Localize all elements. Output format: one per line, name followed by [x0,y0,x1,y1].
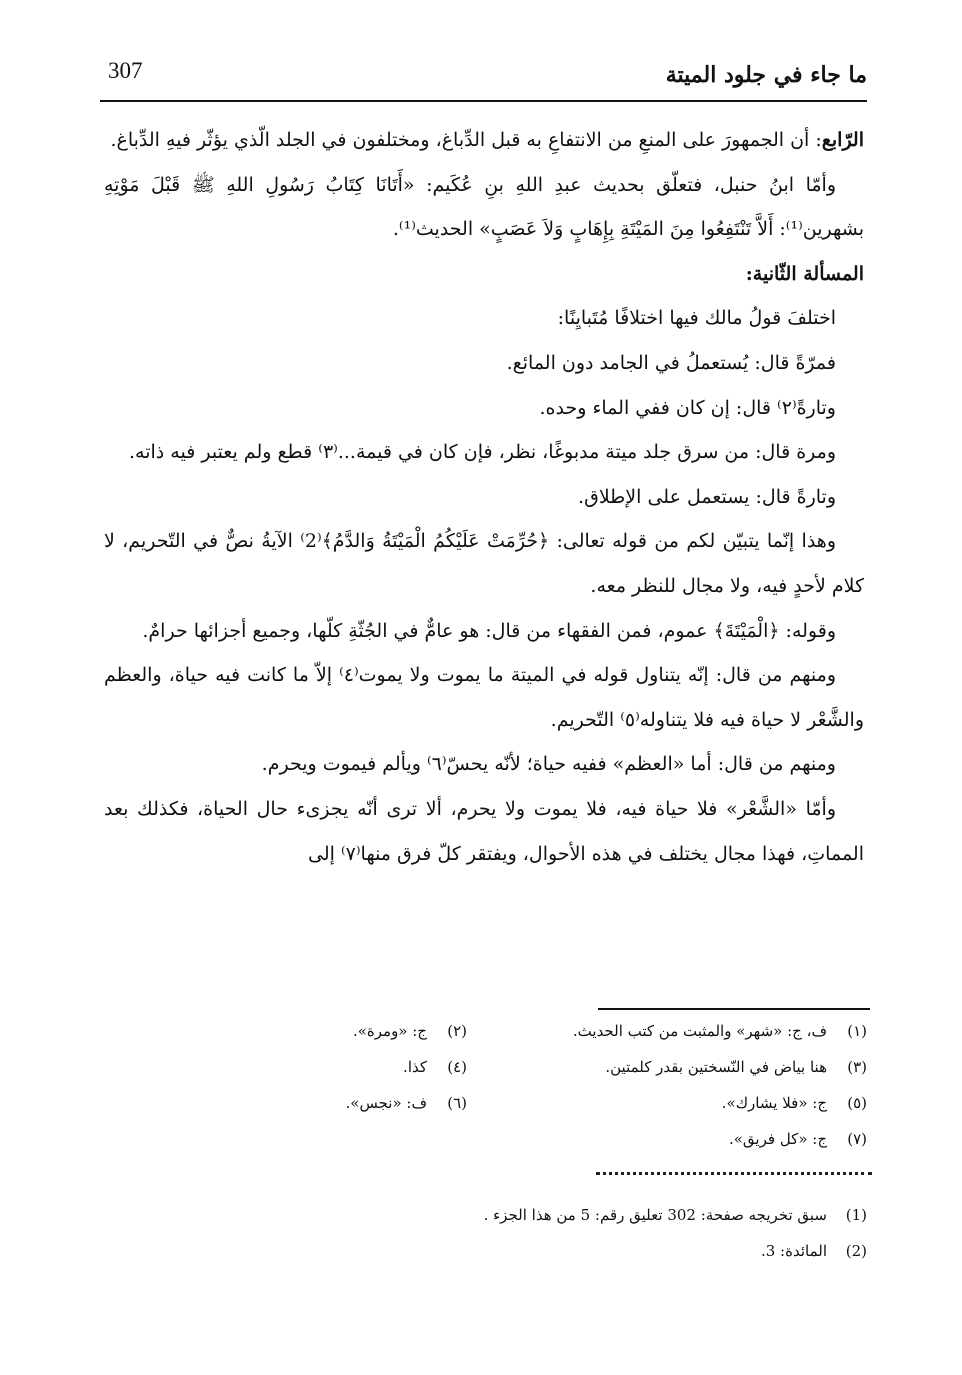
footnote-row [100,1094,867,1130]
paragraph-3: اختلفَ قولُ مالك فيها اختلافًا مُتَبايِنًا: [557,307,836,330]
section-heading: المسألة الثّانية: [745,262,864,285]
paragraph-12: وأمّا «الشَّعْر» فلا حياة فيه، فلا يموت ولا يحرم، ألا ترى أنّه يجزىء حال الحياة، فكذلك بعد المماتِ، فهذا مجال يختلف في هذه الأحوال، ويفتقر كلّ فرق منها⁽٧⁾ إلى [104,797,864,865]
editor-footnotes [484,1206,867,1278]
footnote-row [100,1130,867,1166]
footnote-number: (٦) [447,1094,467,1112]
editor-note-text: المائدة: 3. [760,1242,827,1260]
dotted-separator [596,1172,872,1175]
footnote-text: ج: «فلا يشارك». [721,1094,827,1112]
footnote-number: (٥) [847,1094,867,1112]
paragraph-1 [104,118,864,163]
main-text [104,118,864,876]
footnote-item [346,1094,467,1112]
manuscript-footnotes [100,1022,867,1166]
paragraph-10: ومنهم من قال: إنّه يتناول قوله في الميتة ما يموت ولا يموت⁽٤⁾ إلاّ ما كانت فيه حياة، والعظم والشَّعْر لا حياة فيه فلا يتناوله⁽٥⁾ التّحريم. [104,664,864,731]
paragraph-7: وتارةً قال: يستعمل على الإطلاق. [578,485,836,508]
footnote-row [100,1022,867,1058]
page-number: 307 [108,58,143,83]
footnote-number: (٢) [447,1022,467,1040]
paragraph-4: فمرّةً قال: يُستعملُ في الجامد دون المائع. [506,351,836,374]
footnote-item [722,1094,867,1112]
paragraph-5: وتارةً⁽٢⁾ قال: إن كان ففي الماء وحده. [539,396,836,419]
footnote-item [353,1022,467,1040]
editor-note-text: سبق تخريجه صفحة: 302 تعليق رقم: 5 من هذا الجزء . [483,1206,827,1224]
footnote-item [403,1058,467,1076]
page-header [100,48,867,102]
footnote-row [100,1058,867,1094]
footnote-number: (٧) [847,1130,867,1148]
footnote-text: كذا. [403,1058,427,1076]
footnote-number: (١) [847,1022,867,1040]
footnote-item [729,1130,867,1148]
footnote-text: ج: «ومرة». [352,1022,427,1040]
footnote-text: ج: «كل فريق». [728,1130,827,1148]
footnote-number: (٤) [447,1058,467,1076]
paragraph-1-lead: الرّابع [821,129,864,151]
footnote-item [573,1022,867,1040]
footnote-text: ف: «نجس». [345,1094,427,1112]
footnote-number: (٣) [847,1058,867,1076]
paragraph-8: وهذا إنّما يتبيّن لكم من قوله تعالى: ﴿حُرِّمَتْ عَلَيْكُمُ الْمَيْتَةُ وَالدَّمُ﴾⁽2⁾ الآيةُ نصٌّ في التّحريم، لا كلام لأحدٍ فيه، ولا مجال للنظر معه. [104,530,864,597]
editor-note [484,1206,867,1242]
paragraph-1-text: : أن الجمهورَ على المنعِ من الانتفاعِ به قبل الدِّباغ، ومختلفون في الجلد الّذي يؤثّر فيهِ الدِّباغ. [110,129,822,151]
editor-note-number: (2) [845,1242,867,1260]
footnote-text: هنا بياض في النّسختين بقدر كلمتين. [605,1058,827,1076]
paragraph-9: وقوله: ﴿الْمَيْتَةَ﴾ عموم، فمن الفقهاء من قال: هو عامٌّ في الجُثّةِ كلّها، وجميع أجزائها حرامٌ. [142,619,836,642]
editor-note-number: (1) [845,1206,867,1224]
paragraph-6: ومرة قال: من سرق جلد ميتة مدبوغًا، نظر، فإن كان في قيمة...⁽٣⁾ قطع ولم يعتبر فيه ذاته. [129,441,836,464]
editor-note [484,1242,867,1278]
footnote-text: ف، ج: «شهر» والمثبت من كتب الحديث. [572,1022,827,1040]
paragraph-2: وأمّا ابنُ حنبل، فتعلّق بحديث عبدِ اللهِ بنِ عُكَيم: «أَتَانَا كِتَابُ رَسُولِ اللهِ ﷺ قَبْلَ مَوْتِهِ بشهرين⁽¹⁾: أَلاَّ تَنْتَفِعُوا مِنَ المَيْتَةِ بِإِهَابٍ وَلاَ عَصَبٍ» الحديث⁽¹⁾. [104,173,864,241]
running-title: ما جاء في جلود الميتة [665,62,867,88]
footnote-item [605,1058,867,1076]
footnote-separator [598,1008,870,1010]
paragraph-11: ومنهم من قال: أما «العظم» ففيه حياة؛ لأنّه يحسّ⁽٦⁾ ويألم فيموت ويحرم. [261,753,836,776]
